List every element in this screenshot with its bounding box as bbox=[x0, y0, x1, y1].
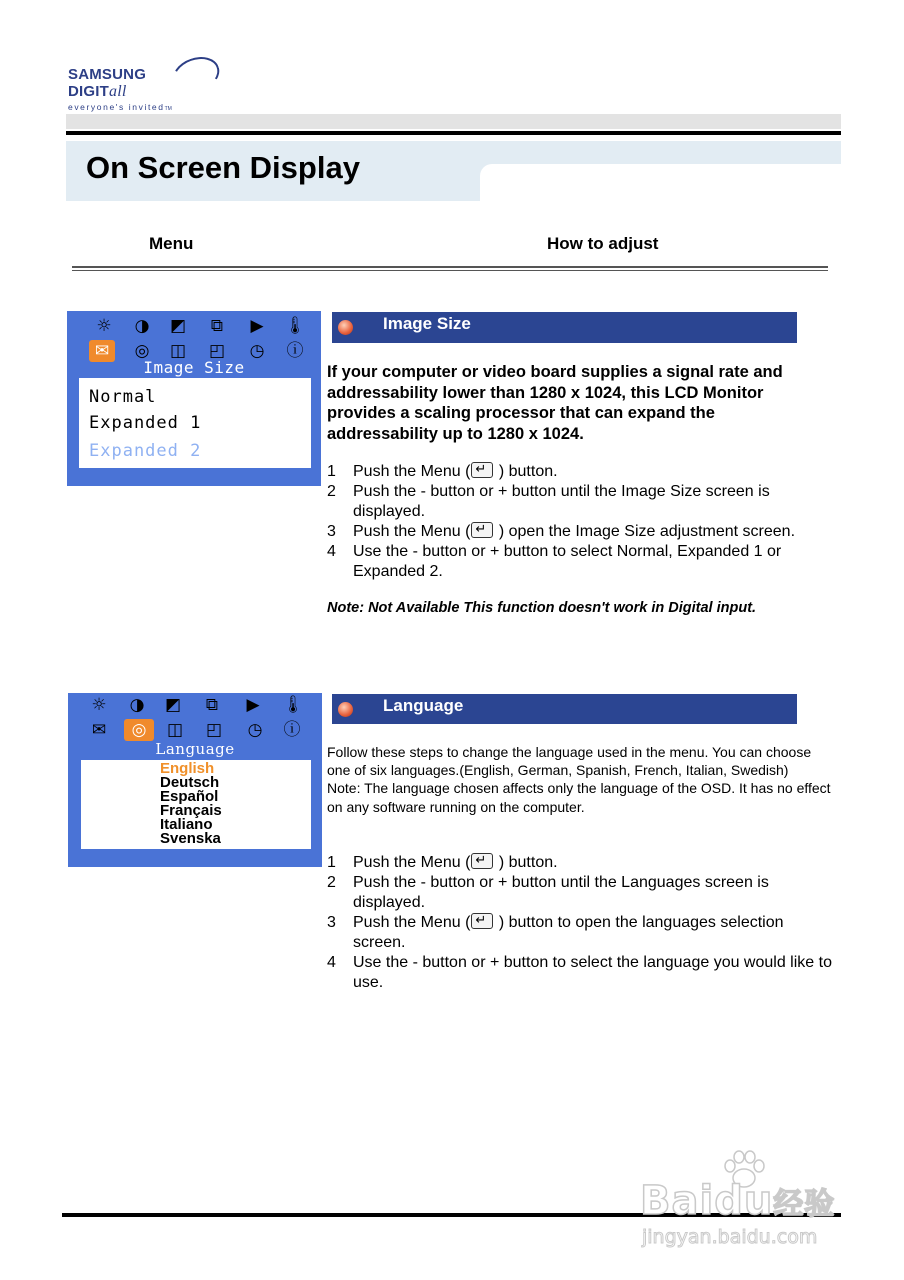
section-title: Image Size bbox=[383, 314, 471, 333]
table-rule bbox=[72, 266, 828, 268]
language-intro-text: Follow these steps to change the language used in the menu. You can choose one of six languages.(English, German, Spanish, French, Italian, Swedish) bbox=[327, 744, 812, 779]
header-rule bbox=[66, 131, 841, 135]
video-icon: ▶ bbox=[250, 316, 264, 336]
enter-key-icon bbox=[471, 913, 493, 929]
timer-icon: ◷ bbox=[249, 341, 265, 361]
section-header-image-size bbox=[332, 312, 797, 343]
enter-key-icon bbox=[471, 522, 493, 538]
color-temp-icon: 🌡 bbox=[282, 695, 304, 715]
recall-icon: ◫ bbox=[169, 341, 187, 361]
language-steps bbox=[327, 853, 839, 993]
contrast-icon: ◑ bbox=[129, 695, 145, 715]
recall-icon: ◫ bbox=[166, 720, 184, 740]
osd-option-espanol: Español bbox=[160, 788, 219, 805]
osd-position-icon: ◰ bbox=[208, 341, 226, 361]
osd-options-box bbox=[79, 378, 311, 468]
osd-caption: Image Size bbox=[143, 358, 245, 377]
osd-option-normal: Normal bbox=[89, 387, 157, 407]
step-item: 4 Use the - button or + button to select the language you would like to use. bbox=[327, 954, 832, 991]
osd-option-svenska: Svenska bbox=[160, 830, 221, 847]
image-size-intro: If your computer or video board supplies a signal rate and addressability lower than 1280 x 1024, this LCD Monitor provides a scaling processor that can expand the addressability up to 1280 x 1024. bbox=[327, 363, 783, 443]
watermark-brand: Baidu经验 bbox=[640, 1178, 836, 1224]
brightness-icon: ☼ bbox=[91, 695, 107, 715]
bullet-icon bbox=[338, 702, 353, 717]
step-item: 1 Push the Menu (↵ ) button. bbox=[327, 462, 839, 482]
samsung-logo bbox=[68, 66, 208, 110]
osd-option-expanded-1: Expanded 1 bbox=[89, 413, 202, 433]
language-icon: ◎ bbox=[134, 341, 150, 361]
logo-tagline: everyone's invitedTM bbox=[68, 102, 172, 112]
language-intro bbox=[327, 743, 837, 816]
osd-option-english: English bbox=[160, 760, 215, 777]
color-temp-icon: 🌡 bbox=[284, 316, 306, 336]
image-size-icon: ✉ bbox=[91, 720, 107, 740]
osd-option-italiano: Italiano bbox=[160, 816, 213, 833]
page-title: On Screen Display bbox=[86, 150, 360, 185]
table-rule bbox=[72, 270, 828, 271]
section-title: Language bbox=[383, 696, 464, 715]
timer-icon: ◷ bbox=[247, 720, 263, 740]
osd-option-expanded-2: Expanded 2 bbox=[89, 441, 202, 461]
logo-brand: SAMSUNG DIGITall bbox=[68, 66, 147, 100]
step-item: 4 Use the - button or + button to select Normal, Expanded 1 or Expanded 2. bbox=[327, 543, 782, 580]
brightness-icon: ☼ bbox=[96, 316, 112, 336]
image-size-icon: ✉ bbox=[89, 340, 115, 362]
osd-option-deutsch: Deutsch bbox=[160, 774, 220, 791]
column-header-menu: Menu bbox=[149, 234, 194, 253]
osd-options-box bbox=[81, 760, 311, 849]
contrast-icon: ◑ bbox=[134, 316, 150, 336]
osd-image-size-screenshot bbox=[67, 311, 321, 486]
osd-position-icon: ◰ bbox=[205, 720, 223, 740]
enter-key-icon bbox=[471, 853, 493, 869]
step-item: 1 Push the Menu (↵ ) button. bbox=[327, 853, 839, 873]
osd-caption: Language bbox=[155, 740, 235, 758]
section-header-language bbox=[332, 694, 797, 724]
watermark-url: jingyan.baidu.com bbox=[642, 1226, 818, 1248]
header-grey-bar bbox=[66, 114, 841, 129]
baidu-watermark bbox=[640, 1150, 850, 1250]
image-size-steps bbox=[327, 462, 839, 582]
step-item: 2 Push the - button or + button until the Languages screen is displayed. bbox=[327, 874, 769, 911]
osd-option-francais: Français bbox=[160, 802, 222, 819]
information-icon: ⓘ bbox=[283, 720, 301, 740]
bullet-icon bbox=[338, 320, 353, 335]
column-header-how-to-adjust: How to adjust bbox=[547, 234, 659, 253]
image-lock-icon: ⧉ bbox=[210, 316, 224, 336]
position-icon: ◩ bbox=[169, 316, 187, 336]
position-icon: ◩ bbox=[164, 695, 182, 715]
osd-language-screenshot bbox=[68, 693, 322, 867]
language-icon: ◎ bbox=[124, 719, 154, 741]
image-lock-icon: ⧉ bbox=[205, 695, 219, 715]
enter-key-icon bbox=[471, 462, 493, 478]
language-intro-note: Note: The language chosen affects only the language of the OSD. It has no effect on any software running on the computer. bbox=[327, 780, 831, 815]
title-panel-notch bbox=[480, 164, 841, 204]
video-icon: ▶ bbox=[246, 695, 260, 715]
information-icon: ⓘ bbox=[286, 341, 304, 361]
step-item: 3 Push the Menu (↵ ) button to open the languages selection screen. bbox=[327, 913, 839, 953]
step-item: 3 Push the Menu (↵ ) open the Image Size adjustment screen. bbox=[327, 522, 839, 542]
step-item: 2 Push the - button or + button until the Image Size screen is displayed. bbox=[327, 483, 770, 520]
image-size-note: Note: Not Available This function doesn't work in Digital input. bbox=[327, 600, 757, 616]
